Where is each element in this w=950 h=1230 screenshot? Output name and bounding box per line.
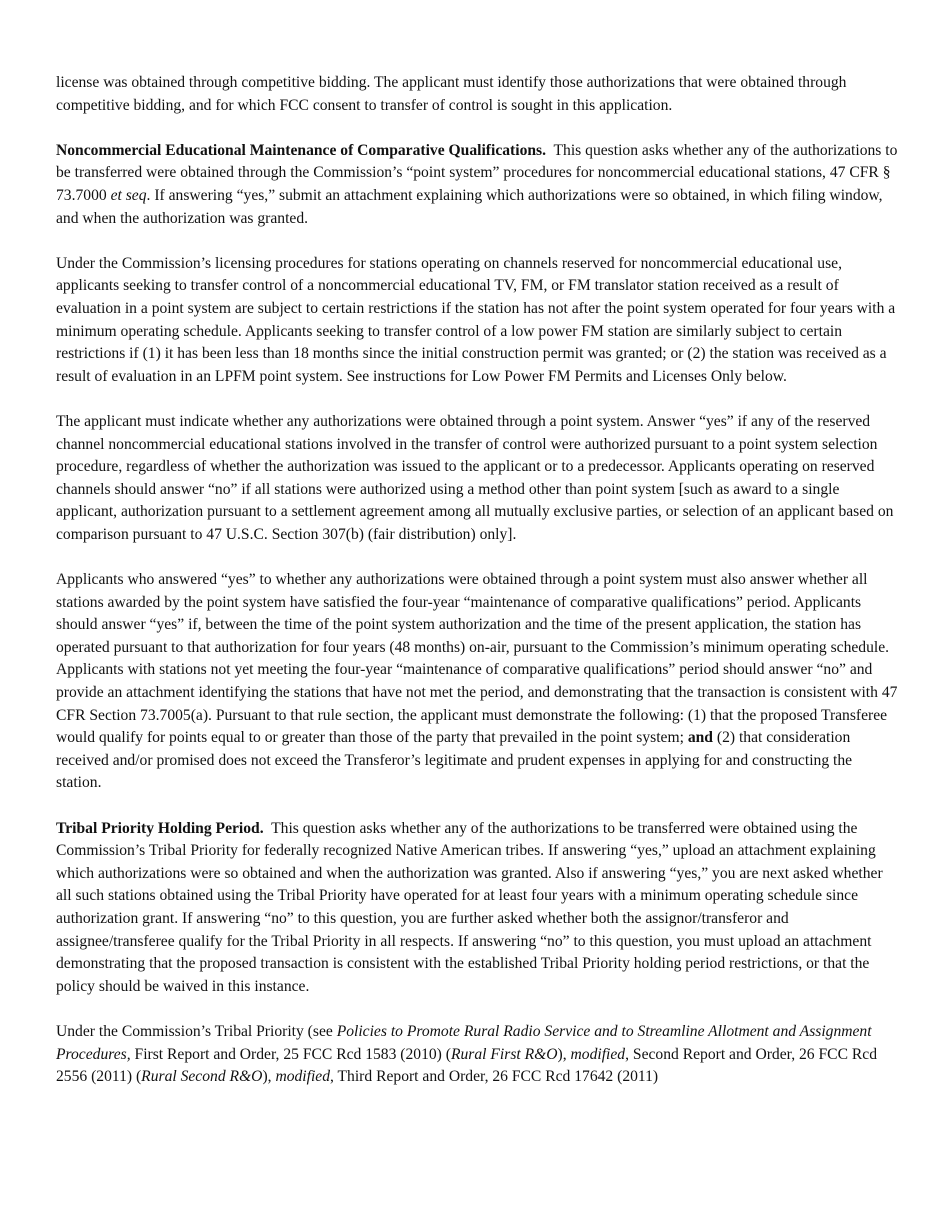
paragraph-text: Under the Commission’s Tribal Priority (see [56,1022,337,1040]
paragraph-text: (2) that consideration received and/or promised does not exceed the Transferor’s legitimate and prudent expenses in applying for and constructing the station. [56,729,853,792]
paragraph-text: , Second Report and Order, 26 FCC Rcd 2556 (2011) ( [56,1045,877,1086]
paragraph-text: ), [557,1045,571,1063]
paragraph-text: license was obtained through competitive bidding. The applicant must identify those authorizations that were obtained through competitive bidding, and for which FCC consent to transfer of control is sought in this application. [56,74,847,114]
paragraph-text: . If answering “yes,” submit an attachment explaining which authorizations were so obtained, in which filing window, and when the authorization was granted. [56,186,883,227]
italic-citation: Rural First R&O [450,1045,558,1063]
paragraph-licensing-procedures [56,253,898,389]
paragraph-point-system [56,411,898,547]
paragraph-tribal-priority-citations [56,1021,898,1089]
paragraph-text: Under the Commission’s licensing procedures for stations operating on channels reserved for noncommercial educational use, applicants seeking to transfer control of a noncommercial educational TV, FM, or FM translator station received as a result of evaluation in a point system are subject to certain restrictions if the station has not after the point system operated for four years with a minimum operating schedule. Applicants seeking to transfer control of a low power FM station are similarly subject to certain restrictions if (1) it has been less than 18 months since the initial construction permit was granted; or (2) the station was received as a result of evaluation in an LPFM point system. See instructions for Low Power FM Permits and Licenses Only below. [56,254,896,385]
italic-citation: Policies to Promote Rural Radio Service and to Streamline Allotment and Assignment Procedures, [56,1022,872,1063]
section-heading-tribal-priority: Tribal Priority Holding Period. [56,819,264,837]
bold-emphasis: and [687,729,713,747]
italic-citation: modified [275,1068,331,1086]
paragraph-text: First Report and Order, 25 FCC Rcd 1583 (2010) ( [130,1045,451,1063]
paragraph-text: Applicants who answered “yes” to whether any authorizations were obtained through a point system must also answer whether all stations awarded by the point system have satisfied the four-year “maintenance of comparative qualifications” period. Applicants should answer “yes” if, between the time of the point system authorization and the time of the present application, the station has operated pursuant to that authorization for four years (48 months) on-air, pursuant to the Commission’s minimum operating schedule. Applicants with stations not yet meeting the four-year “maintenance of comparative qualifications” period should answer “no” and provide an attachment identifying the stations that have not met the period, and demonstrating that the transaction is consistent with 47 CFR Section 73.7005(a). Pursuant to that rule section, the applicant must demonstrate the following: (1) that the proposed Transferee would qualify for points equal to or greater than those of the party that prevailed in the point system; [56,571,898,747]
paragraph-four-year-period [56,569,898,795]
paragraph-nce-maintenance [56,140,898,230]
paragraph-text: ), [262,1068,276,1086]
section-heading-nce-maintenance: Noncommercial Educational Maintenance of Comparative Qualifications. [56,141,547,159]
italic-citation: Rural Second R&O [141,1068,263,1086]
document-page [56,72,898,1111]
paragraph-text: This question asks whether any of the authorizations to be transferred were obtained using the Commission’s Tribal Priority for federally recognized Native American tribes. If answering “yes,” upload an attachment explaining which authorizations were so obtained and when the authorization was granted. Also if answering “yes,” you are next asked whether all such stations obtained using the Tribal Priority have operated for at least four years with a minimum operating schedule since authorization grant. If answering “no” to this question, you are further asked whether both the assignor/transferor and assignee/transferee qualify for the Tribal Priority in all respects. If answering “no” to this question, you must upload an attachment demonstrating that the proposed transaction is consistent with the established Tribal Priority holding period restrictions, or that the policy should be waived in this instance. [56,819,883,995]
italic-citation: et seq [110,186,147,204]
paragraph-competitive-bidding [56,72,898,117]
paragraph-text: The applicant must indicate whether any authorizations were obtained through a point system. Answer “yes” if any of the reserved channel noncommercial educational stations involved in the transfer of control were authorized pursuant to a point system selection procedure, regardless of whether the authorization was issued to the applicant or to a predecessor. Applicants operating on reserved channels should answer “no” if all stations were authorized using a method other than point system [such as award to a single applicant, authorization pursuant to a settlement agreement among all mutually exclusive parties, or selection of an applicant based on comparison pursuant to 47 U.S.C. Section 307(b) (fair distribution) only]. [56,412,894,543]
paragraph-tribal-priority [56,818,898,999]
paragraph-text: This question asks whether any of the authorizations to be transferred were obtained through the Commission’s “point system” procedures for noncommercial educational stations, 47 CFR § 73.7000 [56,141,898,204]
paragraph-text: , Third Report and Order, 26 FCC Rcd 17642 (2011) [330,1068,659,1086]
italic-citation: modified [570,1045,626,1063]
